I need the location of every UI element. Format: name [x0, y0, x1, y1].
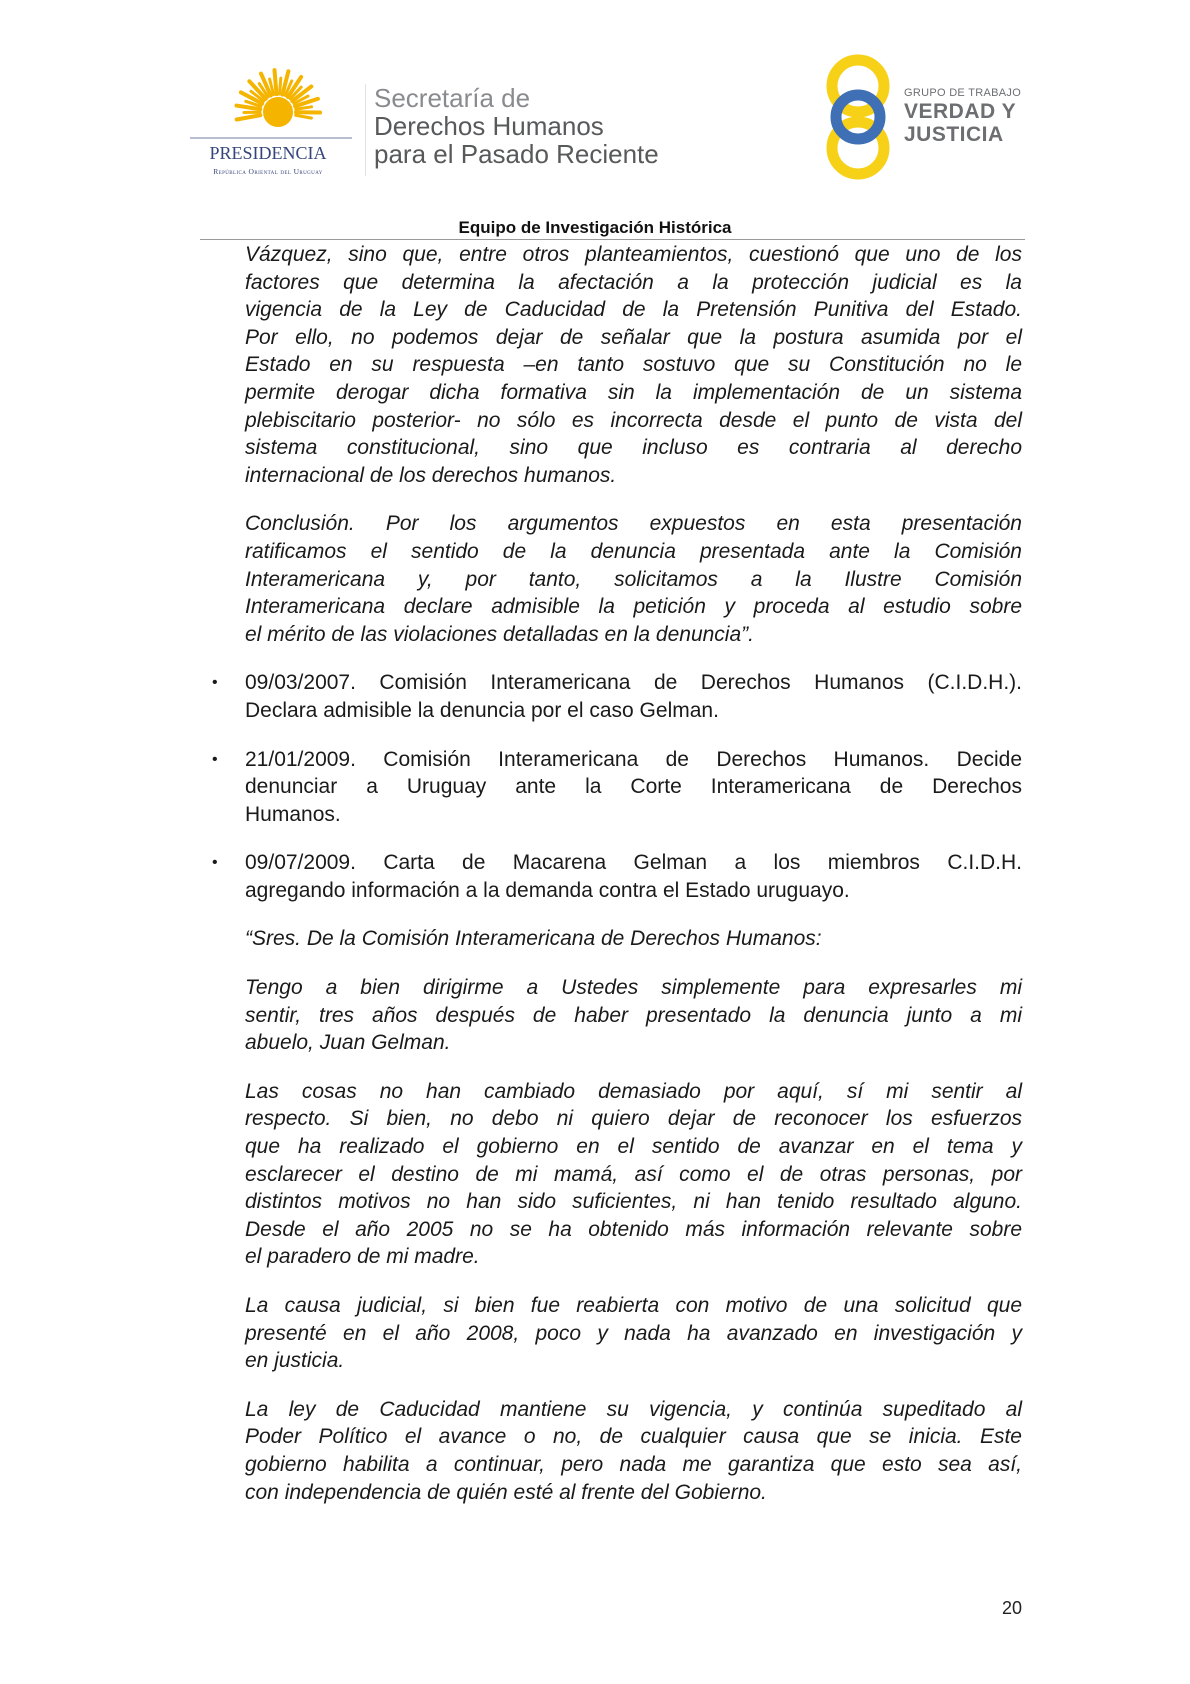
text-line: Interamericana declare admisible la petición y proceda al estudio sobre	[245, 595, 1022, 619]
text-line: Desde el año 2005 no se ha obtenido más información relevante sobre	[245, 1217, 1022, 1241]
secretaria-line-1: Secretaría de	[374, 83, 531, 113]
sun-ray	[279, 78, 280, 94]
text-line: el paradero de mi madre.	[245, 1245, 480, 1269]
presidencia-subtitle: República Oriental del Uruguay	[213, 167, 323, 176]
text-line: plebiscitario posterior- no sólo es incorrecta desde el punto de vista del	[245, 408, 1022, 432]
text-line: 09/07/2009. Carta de Macarena Gelman a los miembros C.I.D.H.	[245, 851, 1022, 875]
bullet-item	[212, 746, 1022, 829]
text-line: Conclusión. Por los argumentos expuestos en esta presentación	[245, 512, 1022, 536]
text-line: factores que determina la afectación a la protección judicial es la	[245, 270, 1022, 294]
text-line: abuelo, Juan Gelman.	[245, 1031, 451, 1055]
grupo-line-2: VERDAD Y	[904, 100, 1017, 123]
header-divider	[200, 239, 1025, 240]
text-line: internacional de los derechos humanos.	[245, 463, 617, 487]
presidencia-title: PRESIDENCIA	[209, 143, 327, 163]
text-line: Vázquez, sino que, entre otros planteamientos, cuestionó que uno de los	[245, 243, 1022, 266]
text-line: denunciar a Uruguay ante la Corte Interamericana de Derechos	[245, 775, 1022, 799]
text-line: con independencia de quién esté al frente del Gobierno.	[245, 1480, 767, 1504]
sun-ray	[237, 115, 261, 119]
text-line: respecto. Si bien, no debo ni quiero dejar de reconocer los esfuerzos	[245, 1107, 1022, 1131]
bullet-icon: •	[212, 854, 218, 872]
quoted-paragraph	[245, 241, 1022, 489]
grupo-line-1: GRUPO DE TRABAJO	[904, 87, 1022, 99]
quoted-paragraph	[245, 925, 1022, 953]
text-line: agregando información a la demanda contra el Estado uruguayo.	[245, 878, 850, 902]
text-line: Tengo a bien dirigirme a Ustedes simplemente para expresarles mi	[245, 976, 1022, 1000]
text-line: 09/03/2007. Comisión Interamericana de Derechos Humanos (C.I.D.H.).	[245, 671, 1022, 695]
secretaria-line-2: Derechos Humanos	[374, 111, 604, 141]
text-line: el mérito de las violaciones detalladas en la denuncia”.	[245, 622, 754, 646]
text-line: vigencia de la Ley de Caducidad de la Pretensión Punitiva del Estado.	[245, 298, 1022, 322]
text-line: La ley de Caducidad mantiene su vigencia, y continúa supeditado al	[245, 1397, 1022, 1421]
presidencia-logo	[180, 68, 360, 180]
text-line: sentir, tres años después de haber presentado la denuncia junto a mi	[245, 1003, 1022, 1027]
page-number: 20	[1001, 1598, 1022, 1618]
text-line: Por ello, no podemos dejar de señalar que la postura asumida por el	[245, 325, 1022, 349]
text-line: Estado en su respuesta –en tanto sostuvo que su Constitución no le	[245, 353, 1022, 377]
text-line: Declara admisible la denuncia por el caso Gelman.	[245, 698, 719, 722]
text-line: ratificamos el sentido de la denuncia presentada ante la Comisión	[245, 539, 1022, 563]
text-line: “Sres. De la Comisión Interamericana de Derechos Humanos:	[245, 927, 822, 951]
document-body	[212, 241, 1022, 1527]
text-line: distintos motivos no han sido suficientes, ni han tenido resultado alguno.	[245, 1190, 1022, 1214]
text-line: presenté en el año 2008, poco y nada ha avanzado en investigación y	[245, 1321, 1022, 1345]
quoted-paragraph	[245, 510, 1022, 648]
text-line: gobierno habilita a continuar, pero nada me garantiza que esto sea así,	[245, 1452, 1022, 1476]
text-line: Las cosas no han cambiado demasiado por aquí, sí mi sentir al	[245, 1079, 1022, 1103]
text-line: permite derogar dicha formativa sin la implementación de un sistema	[245, 380, 1022, 404]
secretaria-line-3: para el Pasado Reciente	[374, 139, 659, 169]
verdad-justicia-rings-icon	[812, 50, 908, 186]
text-line: Poder Político el avance o no, de cualquier causa que se inicia. Este	[245, 1425, 1022, 1449]
sun-ray	[275, 70, 277, 94]
text-line: La causa judicial, si bien fue reabierta con motivo de una solicitud que	[245, 1294, 1022, 1317]
text-line: esclarecer el destino de mi mamá, así como el de otras personas, por	[245, 1162, 1022, 1186]
grupo-line-3: JUSTICIA	[904, 123, 1004, 146]
secretaria-logo-text	[374, 84, 659, 168]
bullet-item	[212, 849, 1022, 904]
quoted-paragraph	[245, 1078, 1022, 1271]
bullet-item	[212, 669, 1022, 724]
team-title: Equipo de Investigación Histórica	[458, 218, 732, 237]
bullet-icon: •	[212, 674, 218, 692]
text-line: Interamericana y, por tanto, solicitamos a la Ilustre Comisión	[245, 567, 1022, 591]
quoted-paragraph	[245, 1292, 1022, 1375]
quoted-paragraph	[245, 1396, 1022, 1506]
text-line: sistema constitucional, sino que incluso es contraria al derecho	[245, 436, 1022, 460]
text-line: en justicia.	[245, 1349, 345, 1373]
text-line: que ha realizado el gobierno en el sentido de avanzar en el tema y	[245, 1135, 1022, 1159]
quoted-paragraph	[245, 974, 1022, 1057]
text-line: Humanos.	[245, 802, 341, 826]
sun-face	[263, 97, 293, 127]
sun-ray	[296, 115, 312, 118]
bullet-icon: •	[212, 750, 218, 768]
text-line: 21/01/2009. Comisión Interamericana de Derechos Humanos. Decide	[245, 747, 1022, 771]
verdad-justicia-logo-text	[904, 86, 1021, 146]
logo-divider	[365, 84, 366, 176]
